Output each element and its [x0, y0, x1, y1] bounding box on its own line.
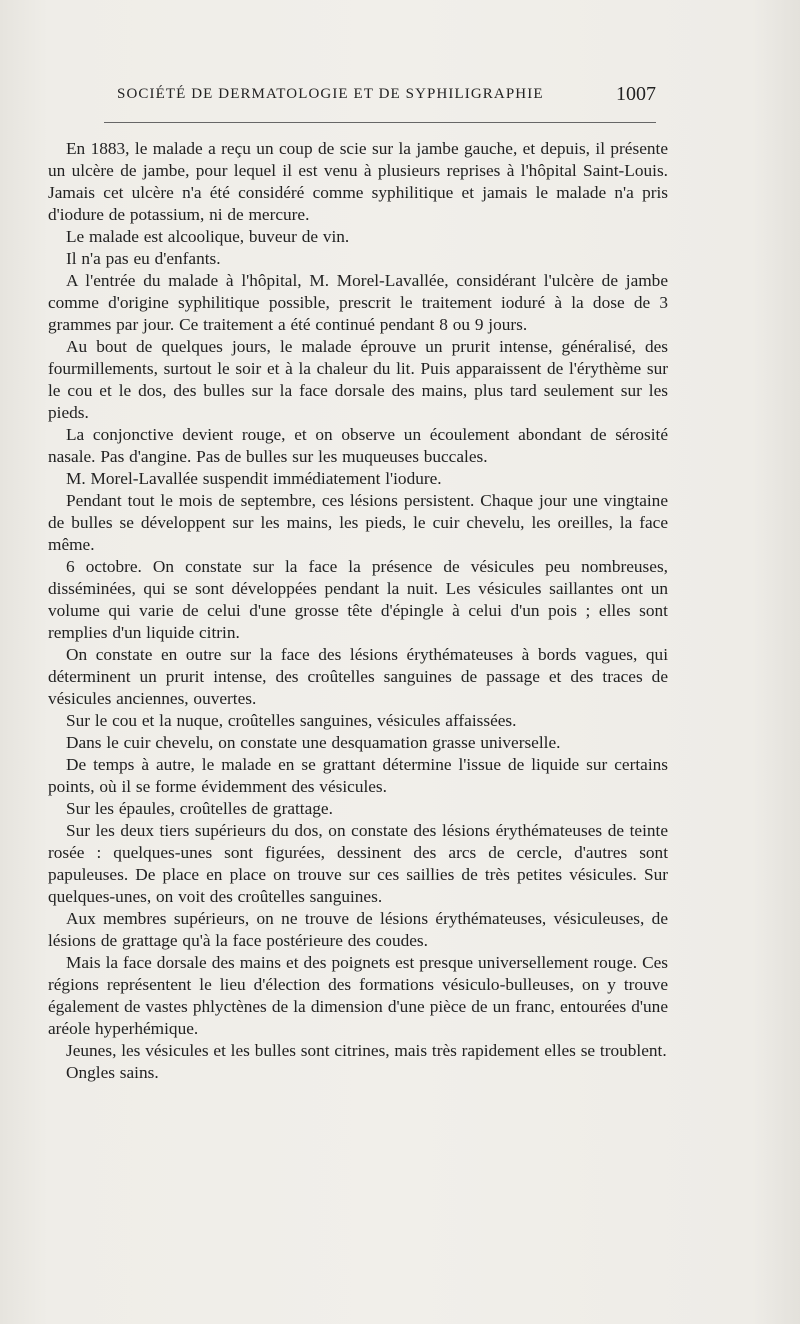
running-head — [104, 83, 656, 109]
paragraph: Le malade est alcoolique, buveur de vin. — [66, 227, 350, 246]
paragraph: Au bout de quelques jours, le malade éprouve un prurit intense, généralisé, des fourmillements, surtout le soir et à la chaleur du lit. Puis apparaissent de l'érythème sur le cou et le dos, des bulles sur la face dorsale des mains, plus tard seulement sur les pieds. — [48, 337, 668, 422]
running-title: SOCIÉTÉ DE DERMATOLOGIE ET DE SYPHILIGRAPHIE — [117, 86, 544, 102]
page-number: 1007 — [616, 83, 656, 105]
paragraph: De temps à autre, le malade en se grattant détermine l'issue de liquide sur certains points, où il se forme évidemment des vésicules. — [48, 755, 668, 796]
paragraph: En 1883, le malade a reçu un coup de scie sur la jambe gauche, et depuis, il présente un ulcère de jambe, pour lequel il est venu à plusieurs reprises à l'hôpital Saint-Louis. Jamais cet ulcère n'a été considéré comme syphilitique et jamais le malade n'a pris d'iodure de potassium, ni de mercure. — [48, 139, 668, 224]
paragraph: 6 octobre. On constate sur la face la présence de vésicules peu nombreuses, disséminées, qui se sont développées pendant la nuit. Les vésicules saillantes ont un volume qui varie de celui d'une grosse tête d'épingle à celui d'un pois ; elles sont remplies d'un liquide citrin. — [48, 557, 668, 642]
paragraph: Sur les épaules, croûtelles de grattage. — [66, 799, 333, 818]
paragraph: Jeunes, les vésicules et les bulles sont citrines, mais très rapidement elles se troublent. — [66, 1041, 667, 1060]
paragraph: A l'entrée du malade à l'hôpital, M. Morel-Lavallée, considérant l'ulcère de jambe comme d'origine syphilitique possible, prescrit le traitement ioduré à la dose de 3 grammes par jour. Ce traitement a été continué pendant 8 ou 9 jours. — [48, 271, 668, 334]
paragraph: Aux membres supérieurs, on ne trouve de lésions érythémateuses, vésiculeuses, de lésions de grattage qu'à la face postérieure des coudes. — [48, 909, 668, 950]
paragraph: Dans le cuir chevelu, on constate une desquamation grasse universelle. — [66, 733, 561, 752]
paragraph: Ongles sains. — [66, 1063, 159, 1082]
paragraph: M. Morel-Lavallée suspendit immédiatement l'iodure. — [66, 469, 442, 488]
paragraph: Sur les deux tiers supérieurs du dos, on constate des lésions érythémateuses de teinte rosée : quelques-unes sont figurées, dessinent des arcs de cercle, d'autres sont papuleuses. De place en place on trouve sur ces saillies de très petites vésicules. Sur quelques-unes, on voit des croûtelles sanguines. — [48, 821, 668, 906]
paragraph: Sur le cou et la nuque, croûtelles sanguines, vésicules affaissées. — [66, 711, 517, 730]
header-rule — [104, 122, 656, 123]
paragraph: On constate en outre sur la face des lésions érythémateuses à bords vagues, qui déterminent un prurit intense, des croûtelles sanguines de passage et des traces de vésicules anciennes, ouvertes. — [48, 645, 668, 708]
paragraph: Il n'a pas eu d'enfants. — [66, 249, 221, 268]
paragraph: Mais la face dorsale des mains et des poignets est presque universellement rouge. Ces régions représentent le lieu d'élection des formations vésiculo-bulleuses, on y trouve également de vastes phlyctènes de la dimension d'une pièce de un franc, entourées d'une aréole hyperhémique. — [48, 953, 668, 1038]
body-text — [48, 138, 668, 1084]
paragraph: Pendant tout le mois de septembre, ces lésions persistent. Chaque jour une vingtaine de bulles se développent sur les mains, les pieds, le cuir chevelu, les oreilles, la face même. — [48, 491, 668, 554]
paragraph: La conjonctive devient rouge, et on observe un écoulement abondant de sérosité nasale. Pas d'angine. Pas de bulles sur les muqueuses buccales. — [48, 425, 668, 466]
